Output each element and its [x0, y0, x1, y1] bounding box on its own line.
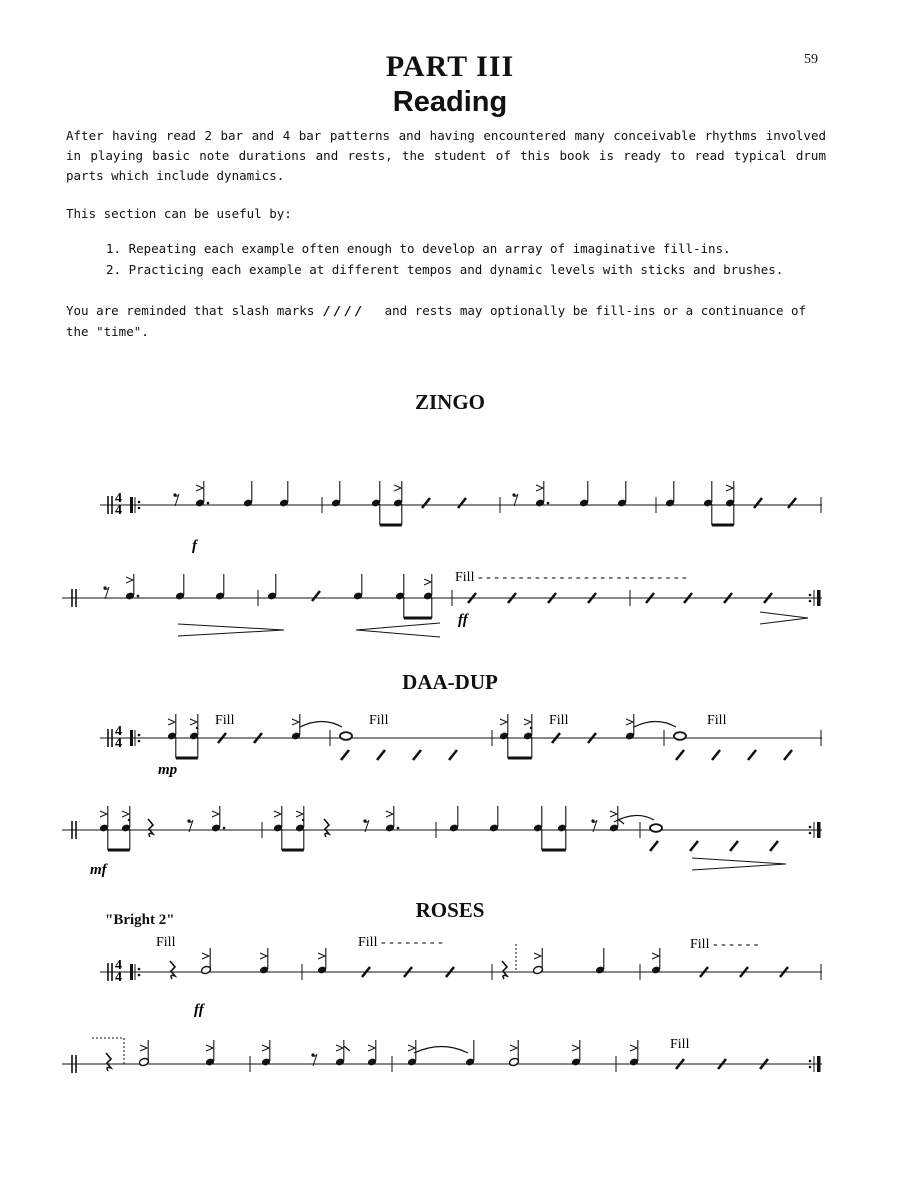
- piece-title-daa-dup: DAA-DUP: [402, 670, 498, 694]
- page-number: 59: [804, 52, 818, 67]
- reminder-text: You are reminded that slash marks: [66, 303, 315, 318]
- section-intro: This section can be useful by:: [66, 206, 292, 221]
- time-signature-bottom: 4: [115, 736, 122, 751]
- staff-zingo-line-2: [62, 574, 822, 637]
- dynamic-marking: mf: [90, 862, 107, 878]
- piece-title-zingo: ZINGO: [414, 390, 485, 414]
- time-signature-top: 4: [115, 491, 122, 506]
- staff-daa-dup-line-2: [62, 806, 822, 870]
- fill-label: Fill - - - - - - - - - - - - - - - - - - - - - - - - - -: [455, 570, 687, 585]
- list-item: 1. Repeating each example often enough to develop an array of imaginative fill-ins.: [106, 241, 731, 256]
- page-subtitle: Reading: [392, 86, 508, 118]
- fill-label: Fill: [369, 713, 389, 728]
- time-signature-top: 4: [115, 724, 122, 739]
- fill-label: Fill - - - - - -: [690, 937, 759, 952]
- staff-zingo-line-1: [100, 481, 822, 525]
- slash-marks: ////: [324, 303, 367, 318]
- dynamic-marking: ff: [458, 612, 468, 628]
- dynamic-marking: ff: [194, 1002, 204, 1018]
- page-title: PART III: [385, 50, 515, 83]
- dynamic-marking: mp: [158, 762, 178, 778]
- tempo-marking: "Bright 2": [105, 912, 175, 928]
- fill-label: Fill: [670, 1037, 690, 1052]
- fill-label: Fill: [549, 713, 569, 728]
- piece-title-roses: ROSES: [415, 898, 485, 922]
- intro-paragraph: After having read 2 bar and 4 bar patterns and having encountered many conceivable rhythms involved in playing basic note durations and rests, the student of this book is ready to read typical drum parts which include dynamics.: [66, 128, 826, 183]
- dynamic-marking: f: [192, 538, 197, 554]
- reminder-text: and rests may optionally be fill-ins or a continuance of the "time".: [66, 303, 807, 339]
- fill-label: Fill: [707, 713, 727, 728]
- fill-label: Fill: [156, 935, 176, 950]
- fill-label: Fill - - - - - - - -: [358, 935, 443, 950]
- time-signature-bottom: 4: [115, 503, 122, 518]
- time-signature-top: 4: [115, 958, 122, 973]
- fill-label: Fill: [215, 713, 235, 728]
- staff-roses-line-2: [62, 1038, 822, 1073]
- time-signature-bottom: 4: [115, 970, 122, 985]
- list-item: 2. Practicing each example at different tempos and dynamic levels with sticks and brushes.: [106, 262, 784, 277]
